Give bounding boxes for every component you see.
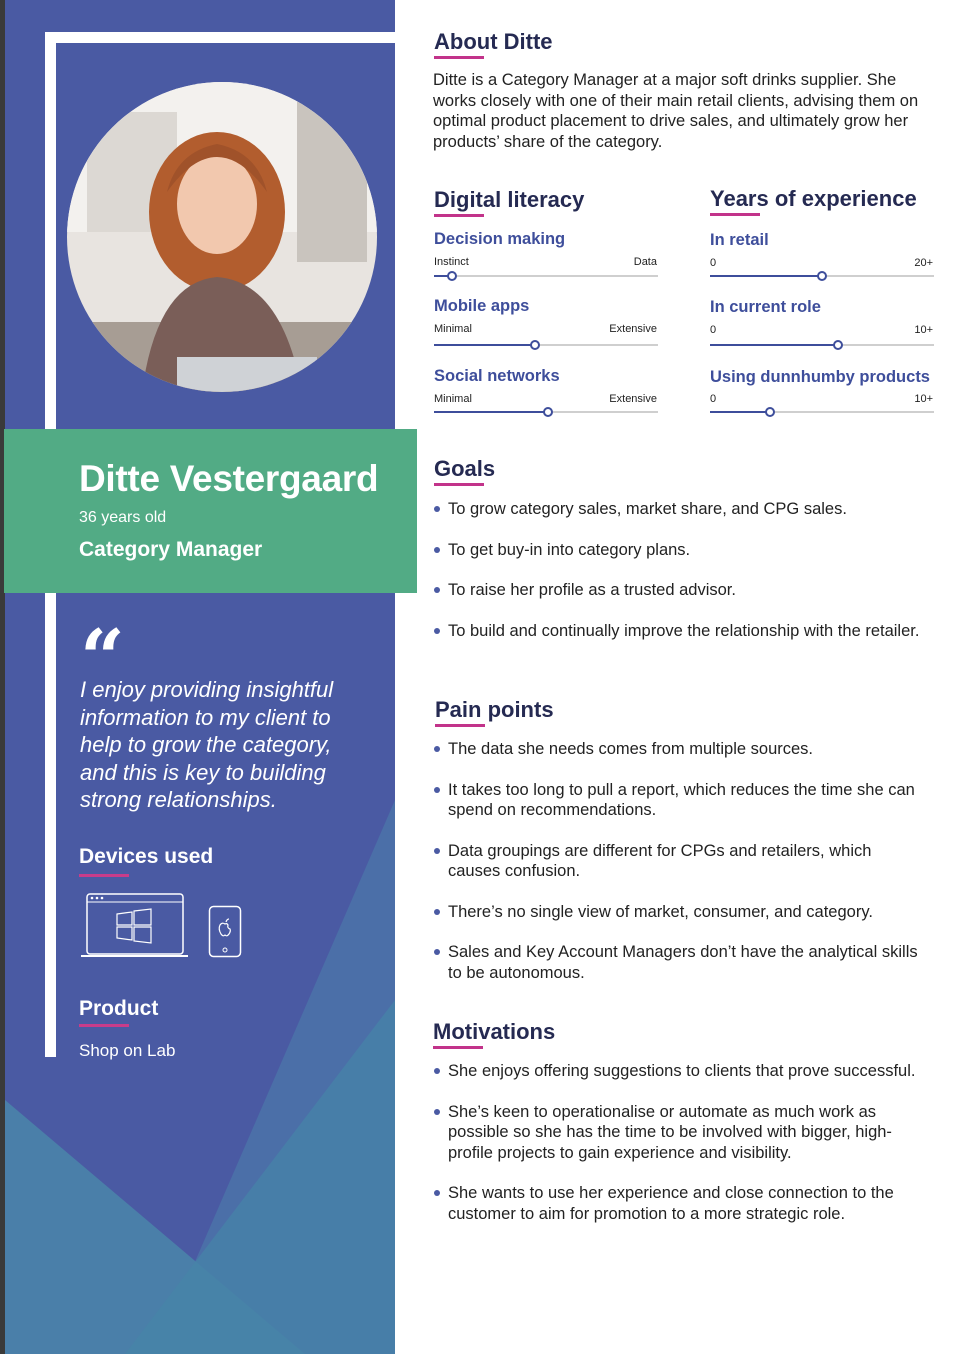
frame-line-horizontal	[45, 32, 395, 43]
list-item: Data groupings are different for CPGs and retailers, which causes confusion.	[433, 841, 923, 882]
slider-using-dunnhumby-products	[710, 411, 934, 413]
slider-fill	[710, 275, 822, 277]
slider-min-label: 0	[710, 257, 717, 269]
product-value: Shop on Lab	[79, 1041, 176, 1060]
list-item: To raise her profile as a trusted advisor.	[433, 580, 923, 601]
pain-points-heading: Pain points	[435, 697, 554, 722]
persona-name: Ditte Vestergaard	[79, 458, 379, 499]
list-item: To grow category sales, market share, and CPG sales.	[433, 499, 923, 520]
slider-knob	[833, 340, 843, 350]
motivations-list	[433, 1061, 923, 1244]
list-item: She’s keen to operationalise or automate as much work as possible so she has the time to be involved with bigger, high-profile projects to gain experience and visibility.	[433, 1102, 923, 1164]
name-banner	[4, 429, 417, 593]
slider-fill	[434, 344, 535, 346]
slider-social-networks	[434, 411, 658, 413]
motivations-heading: Motivations	[433, 1019, 556, 1044]
persona-role: Category Manager	[79, 538, 263, 561]
slider-label-in-retail: In retail	[710, 231, 769, 249]
laptop-windows-icon	[80, 892, 190, 960]
slider-min-label: Minimal	[434, 323, 472, 335]
list-item: She enjoys offering suggestions to clients that prove successful.	[433, 1061, 923, 1082]
slider-label-social-networks: Social networks	[434, 367, 560, 385]
about-heading: About Ditte	[434, 29, 553, 54]
slider-max-label: 20+	[914, 257, 933, 269]
pain-points-underline	[435, 724, 485, 727]
list-item: The data she needs comes from multiple sources.	[433, 739, 923, 760]
slider-in-retail	[710, 275, 934, 277]
slider-label-mobile-apps: Mobile apps	[434, 297, 530, 315]
slider-knob	[543, 407, 553, 417]
phone-apple-icon	[208, 905, 244, 959]
persona-age: 36 years old	[79, 509, 167, 526]
persona-quote: I enjoy providing insightful information to my client to help to grow the category, and this is key to building strong relationships.	[80, 677, 334, 812]
about-underline	[434, 56, 484, 59]
slider-in-current-role	[710, 344, 934, 346]
list-item: To get buy-in into category plans.	[433, 540, 923, 561]
slider-knob	[530, 340, 540, 350]
list-item: Sales and Key Account Managers don’t have the analytical skills to be autonomous.	[433, 942, 923, 983]
persona-photo	[67, 82, 377, 392]
slider-knob	[765, 407, 775, 417]
quote-mark-icon: “	[80, 613, 125, 704]
pain-points-list	[433, 739, 923, 1003]
goals-heading: Goals	[434, 456, 496, 481]
slider-max-label: 10+	[914, 324, 933, 336]
slider-fill	[710, 411, 770, 413]
devices-heading: Devices used	[79, 845, 214, 868]
slider-label-using-dunnhumby-products: Using dunnhumby products	[710, 368, 930, 386]
slider-max-label: Extensive	[609, 393, 657, 405]
list-item: It takes too long to pull a report, which reduces the time she can spend on recommendations.	[433, 780, 923, 821]
slider-min-label: Instinct	[434, 256, 469, 268]
experience-heading: Years of experience	[710, 186, 917, 211]
slider-min-label: 0	[710, 393, 717, 405]
slider-max-label: 10+	[914, 393, 933, 405]
slider-max-label: Data	[633, 256, 657, 268]
motivations-underline	[433, 1046, 483, 1049]
slider-label-in-current-role: In current role	[710, 298, 821, 316]
digital-literacy-underline	[434, 214, 484, 217]
slider-knob	[447, 271, 457, 281]
slider-knob	[817, 271, 827, 281]
slider-mobile-apps	[434, 344, 658, 346]
list-item: To build and continually improve the relationship with the retailer.	[433, 621, 923, 642]
experience-underline	[710, 213, 760, 216]
slider-fill	[710, 344, 838, 346]
about-text: Ditte is a Category Manager at a major soft drinks supplier. She works closely with one of their main retail clients, advising them on optimal product placement to drive sales, and ultimately grow her products’ share of the category.	[433, 71, 919, 151]
slider-min-label: 0	[710, 324, 717, 336]
digital-literacy-heading: Digital literacy	[434, 187, 585, 212]
slider-label-decision-making: Decision making	[434, 230, 566, 248]
devices-underline	[79, 874, 129, 877]
slider-fill	[434, 411, 548, 413]
goals-list	[433, 499, 923, 661]
product-heading: Product	[79, 997, 159, 1020]
product-underline	[79, 1024, 129, 1027]
list-item: She wants to use her experience and close connection to the customer to aim for promotion to a more strategic role.	[433, 1183, 923, 1224]
slider-max-label: Extensive	[609, 323, 657, 335]
slider-min-label: Minimal	[434, 393, 472, 405]
slider-decision-making	[434, 275, 658, 277]
list-item: There’s no single view of market, consumer, and category.	[433, 902, 923, 923]
goals-underline	[434, 483, 484, 486]
